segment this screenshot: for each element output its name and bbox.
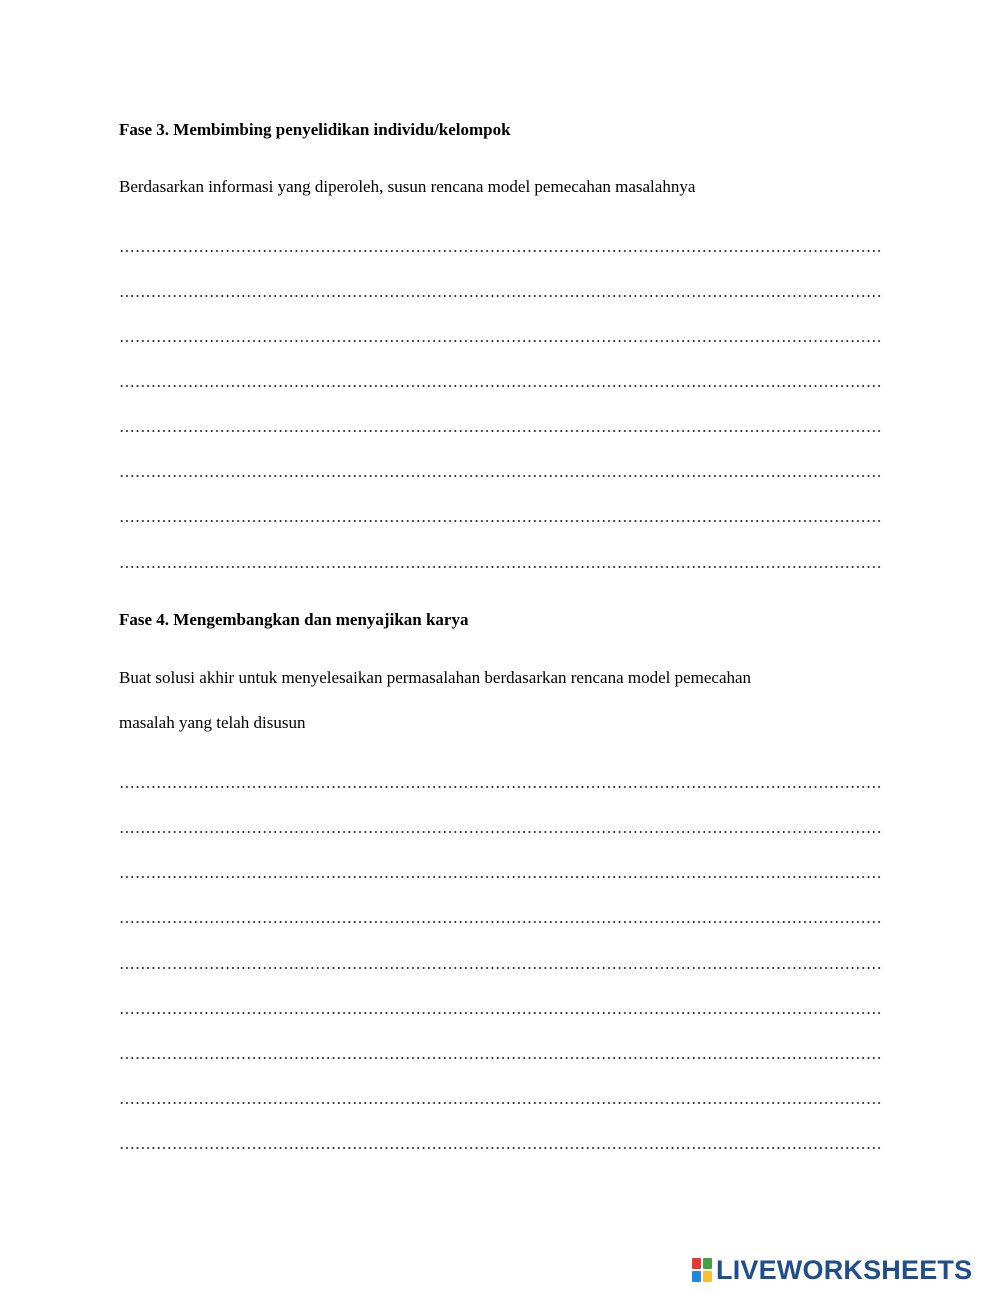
answer-line[interactable] bbox=[119, 772, 882, 792]
section-4-instruction-line-1: Buat solusi akhir untuk menyelesaikan permasalahan berdasarkan rencana model pemecahan bbox=[119, 668, 752, 687]
answer-line[interactable] bbox=[119, 236, 882, 256]
answer-line[interactable] bbox=[119, 953, 882, 973]
logo-square-red bbox=[692, 1258, 701, 1269]
answer-line[interactable] bbox=[119, 552, 882, 572]
section-3-instruction: Berdasarkan informasi yang diperoleh, susun rencana model pemecahan masalahnya bbox=[119, 177, 696, 196]
answer-line[interactable] bbox=[119, 862, 882, 882]
answer-line[interactable] bbox=[119, 461, 882, 481]
section-4-heading: Fase 4. Mengembangkan dan menyajikan karya bbox=[119, 610, 469, 629]
answer-line[interactable] bbox=[119, 998, 882, 1018]
liveworksheets-watermark bbox=[692, 1256, 972, 1284]
answer-line[interactable] bbox=[119, 1088, 882, 1108]
answer-line[interactable] bbox=[119, 416, 882, 436]
logo-square-green bbox=[703, 1258, 712, 1269]
liveworksheets-logo-icon bbox=[692, 1258, 712, 1282]
answer-line[interactable] bbox=[119, 281, 882, 301]
watermark-text: LIVEWORKSHEETS bbox=[716, 1255, 973, 1285]
answer-line[interactable] bbox=[119, 326, 882, 346]
answer-line[interactable] bbox=[119, 1133, 882, 1153]
answer-line[interactable] bbox=[119, 907, 882, 927]
answer-line[interactable] bbox=[119, 506, 882, 526]
answer-line[interactable] bbox=[119, 371, 882, 391]
logo-square-yellow bbox=[703, 1271, 712, 1282]
section-3-heading: Fase 3. Membimbing penyelidikan individu/kelompok bbox=[119, 120, 511, 139]
logo-square-blue bbox=[692, 1271, 701, 1282]
answer-line[interactable] bbox=[119, 817, 882, 837]
answer-line[interactable] bbox=[119, 1043, 882, 1063]
section-4-instruction-line-2: masalah yang telah disusun bbox=[119, 713, 306, 732]
